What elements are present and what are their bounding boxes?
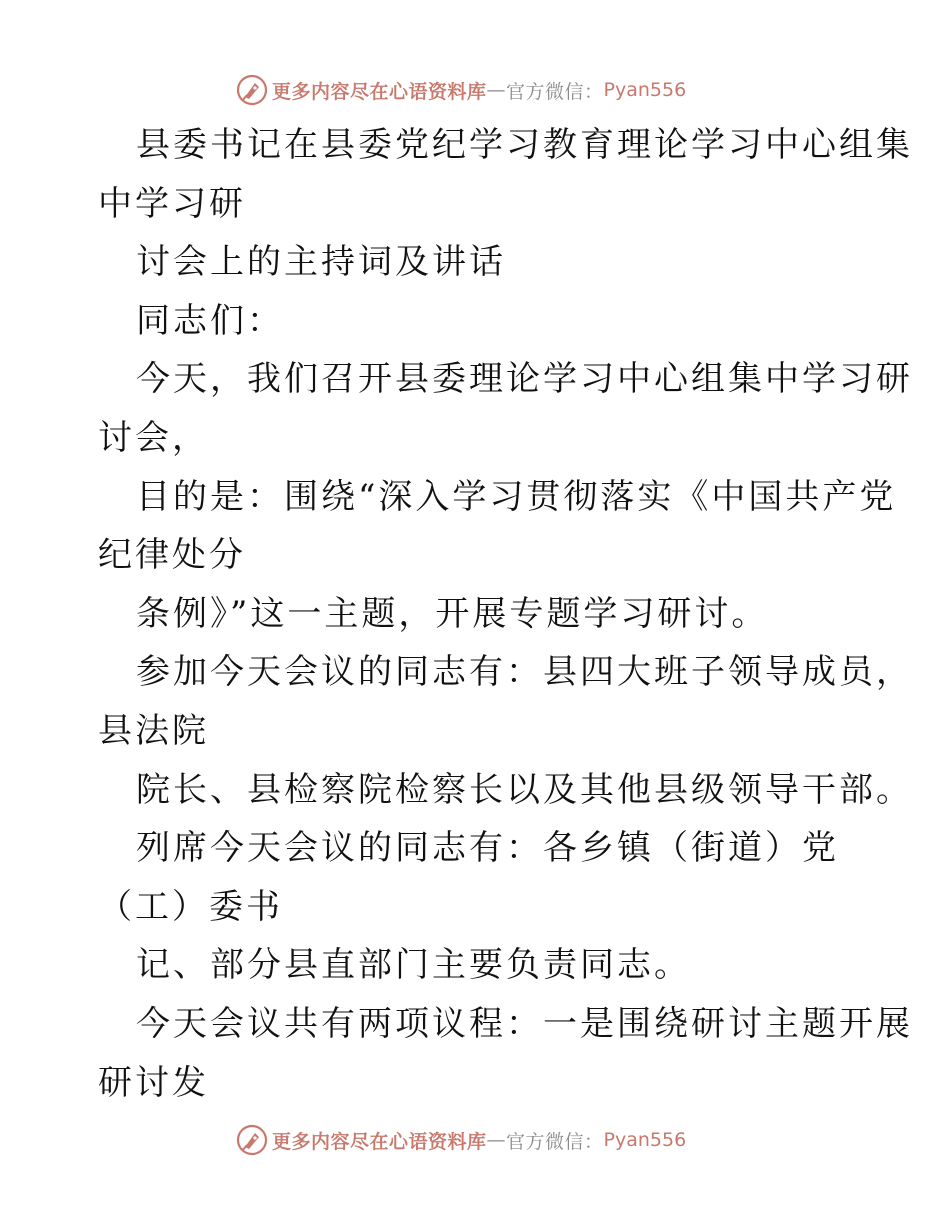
header-watermark bbox=[236, 72, 686, 108]
watermark-wechat-id: Pyan556 bbox=[603, 79, 687, 101]
document-line: 参加今天会议的同志有：县四大班子领导成员， bbox=[136, 652, 913, 693]
document-line: 条例》”这一主题，开展专题学习研讨。 bbox=[136, 593, 769, 634]
pen-nib-logo-icon bbox=[236, 1124, 268, 1156]
document-line: 研讨发 bbox=[98, 1062, 209, 1103]
document-line: 讨会， bbox=[98, 417, 209, 458]
pen-nib-logo-icon bbox=[236, 74, 268, 106]
document-line: 县法院 bbox=[98, 710, 209, 751]
document-title-line: 中学习研 bbox=[98, 183, 246, 224]
watermark-sub-text: 官方微信： bbox=[506, 80, 604, 103]
document-line: 记、部分县直部门主要负责同志。 bbox=[136, 945, 691, 986]
document-title-line: 县委书记在县委党纪学习教育理论学习中心组集 bbox=[136, 125, 913, 165]
document-line: 今天，我们召开县委理论学习中心组集中学习研 bbox=[136, 359, 913, 400]
document-line: 同志们： bbox=[136, 300, 284, 341]
watermark-dash: — bbox=[486, 1129, 507, 1151]
watermark-sub-text: 官方微信： bbox=[506, 1130, 604, 1153]
document-line: 院长、县检察院检察长以及其他县级领导干部。 bbox=[136, 769, 913, 810]
document-line: 纪律处分 bbox=[98, 535, 246, 576]
watermark-wechat-id: Pyan556 bbox=[603, 1129, 687, 1151]
document-body bbox=[98, 116, 913, 1112]
watermark-main-text: 更多内容尽在心语资料库 bbox=[272, 80, 487, 103]
document-line: （工）委书 bbox=[98, 886, 283, 927]
document-line: 目的是：围绕“深入学习贯彻落实《中国共产党 bbox=[136, 476, 897, 517]
watermark-main-text: 更多内容尽在心语资料库 bbox=[272, 1130, 487, 1153]
document-line: 列席今天会议的同志有：各乡镇（街道）党 bbox=[136, 828, 839, 869]
document-line: 今天会议共有两项议程：一是围绕研讨主题开展 bbox=[136, 1003, 913, 1044]
document-title-line: 讨会上的主持词及讲话 bbox=[136, 242, 506, 283]
footer-watermark bbox=[236, 1122, 686, 1158]
watermark-dash: — bbox=[486, 79, 507, 101]
